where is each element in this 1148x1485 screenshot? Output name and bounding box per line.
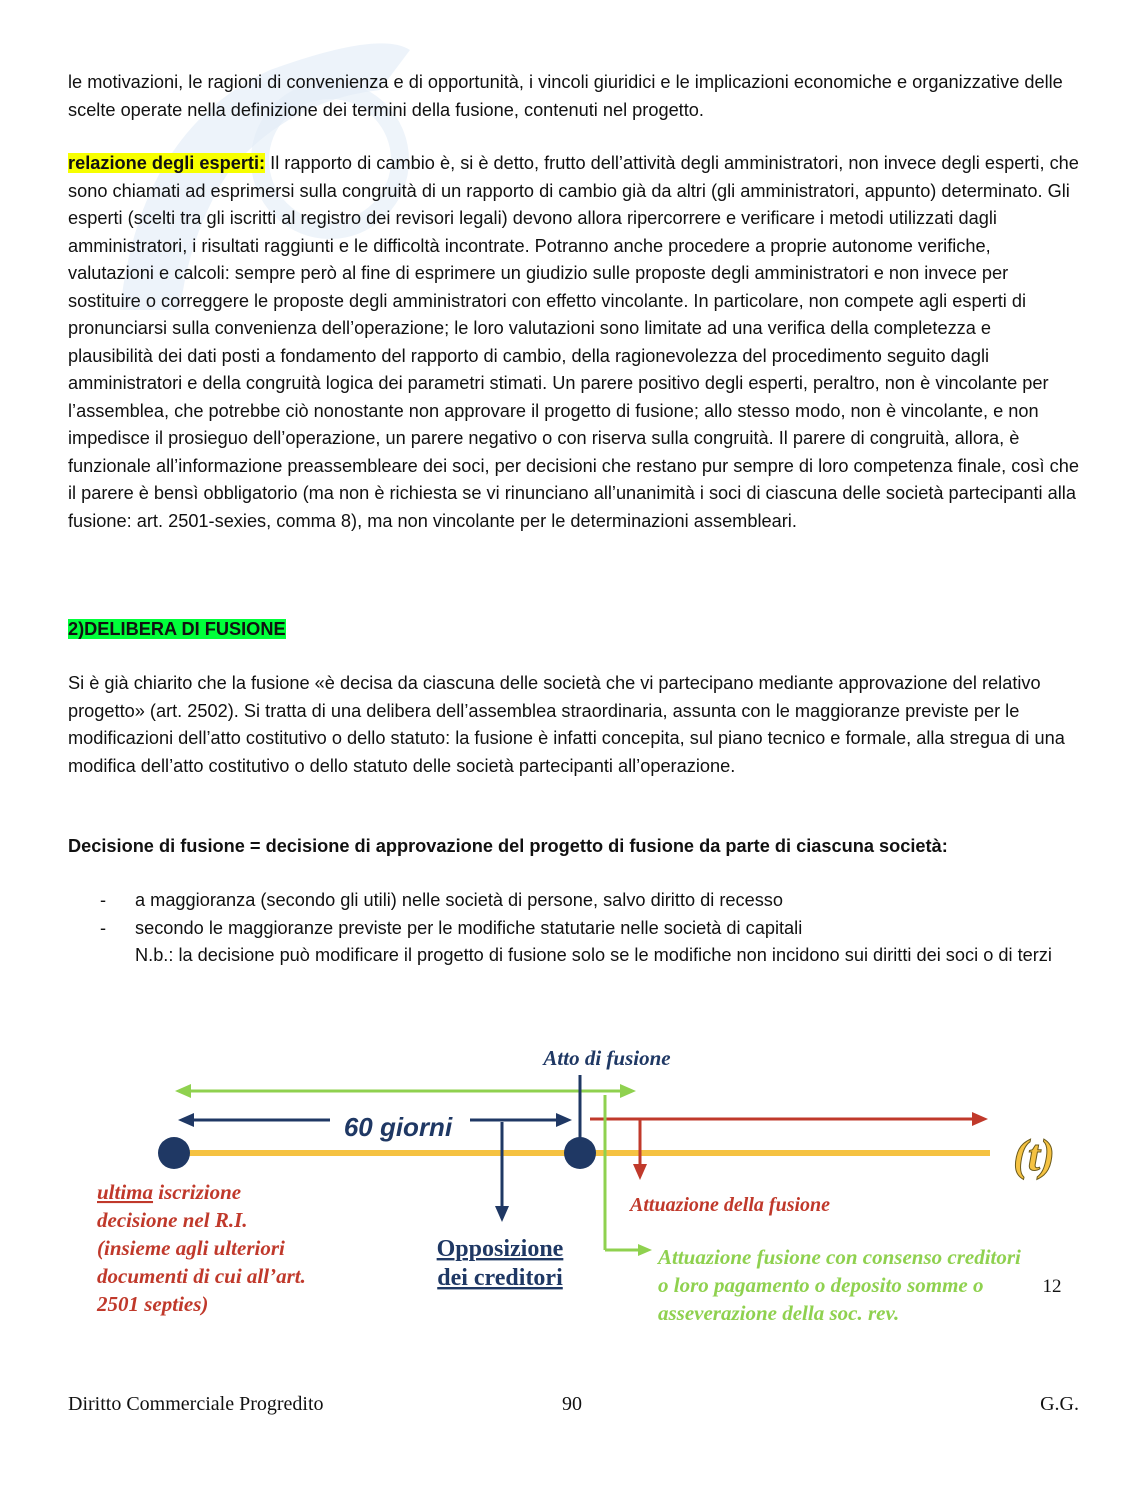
bullet-list: [68, 887, 1080, 970]
opposizione-label-1: Opposizione: [436, 1236, 564, 1262]
heading-delibera-fusione: 2)DELIBERA DI FUSIONE: [68, 619, 286, 639]
red-down-head: [633, 1164, 647, 1180]
left-label-line-1: [97, 1180, 241, 1204]
bullet-marker: -: [100, 890, 107, 910]
opposizione-label-2: dei creditori: [437, 1265, 563, 1291]
list-item: [68, 887, 1080, 915]
left-label-underlined: ultima: [97, 1180, 154, 1204]
section-heading: [68, 616, 1080, 644]
paragraph-motivazioni: le motivazioni, le ragioni di convenienza e di opportunità, i vincoli giuridici e le implicazioni economiche e organizzative delle scelte operate nella definizione dei termini della fusione, contenuti nel progetto.: [68, 72, 1063, 120]
green-label-3: asseverazione della soc. rev.: [658, 1301, 900, 1325]
footer-course-title: Diritto Commerciale Progredito: [68, 1393, 324, 1415]
green-arrow-right-head: [620, 1084, 636, 1098]
left-label-rest: iscrizione: [153, 1180, 242, 1204]
footer-page-number: 90: [562, 1393, 582, 1415]
start-point: [158, 1137, 190, 1169]
time-label: (t): [1013, 1131, 1055, 1180]
green-small-head: [638, 1244, 652, 1256]
sixty-days-right-head: [556, 1113, 572, 1127]
relazione-esperti-body: Il rapporto di cambio è, si è detto, frutto dell’attività degli amministratori, non invece degli esperti, che sono chiamati ad esprimersi sulla congruità di un rapporto di cambio già da altri (gli amministratori, appunto) determinato. Gli esperti (scelti tra gli iscritti al registro dei revisori legali) devono allora ripercorrere e verificare i metodi utilizzati dagli amministratori, i risultati raggiunti e le difficoltà incontrate. Potranno anche procedere a proprie autonome verifiche, valutazioni e calcoli: sempre però al fine di esprimere un giudizio sulle proposte degli amministratori e non invece per sostituire o correggere le proposte degli amministratori con effetto vincolante. In particolare, non compete agli esperti di pronunciarsi sulla convenienza dell’operazione; le loro valutazioni sono limitate ad una verifica della completezza e plausibilità dei dati posti a fondamento del rapporto di cambio, della ragionevolezza del procedimento seguito dagli amministratori e della congruità logica dei parametri stimati. Un parere positivo degli esperti, peraltro, non è vincolante per l’assemblea, che potrebbe ciò nonostante non approvare il progetto di fusione; allo stesso modo, non è vincolante, e non impedisce il prosieguo dell’operazione, un parere negativo o con riserva sulla congruità. Il parere di congruità, allora, è funzionale all’informazione preassembleare dei soci, per decisioni che restano pur sempre di loro competenza finale, così che il parere è bensì obbligatorio (ma non è richiesta se vi rinunciano all’unanimità i soci di ciascuna delle società partecipanti alla fusione: art. 2501-sexies, comma 8), ma non vincolante per le determinazioni assembleari.: [68, 153, 1079, 531]
paragraph-delibera: Si è già chiarito che la fusione «è decisa da ciascuna delle società che vi partecipano mediante approvazione del relativo progetto» (art. 2502). Si tratta di una delibera dell’assemblea straordinaria, assunta con le maggioranze previste per le modificazioni dell’atto costitutivo o dello statuto: la fusione è infatti concepita, sul piano tecnico e formale, alla stregua di una modifica dell’atto costitutivo o dello statuto delle società partecipanti all’operazione.: [68, 673, 1065, 776]
paragraph-decisione-fusione: Decisione di fusione = decisione di approvazione del progetto di fusione da parte di ciascuna società:: [68, 836, 948, 856]
attuazione-label: Attuazione della fusione: [630, 1194, 831, 1216]
green-label-1: Attuazione fusione con consenso creditori: [658, 1245, 1021, 1269]
label-relazione-esperti: relazione degli esperti:: [68, 153, 266, 173]
opposizione-arrow-head: [495, 1206, 509, 1222]
sixty-days-label: 60 giorni: [343, 1112, 453, 1142]
left-label-line-5: 2501 septies): [97, 1292, 209, 1316]
list-item-text: a maggioranza (secondo gli utili) nelle società di persone, salvo diritto di recesso: [135, 890, 784, 910]
sixty-days-left-head: [178, 1113, 194, 1127]
paragraph-relazione-esperti: [68, 150, 1080, 535]
red-arrow-head: [972, 1112, 988, 1126]
list-item: [68, 915, 1080, 943]
footer-author: G.G.: [1040, 1393, 1079, 1415]
timeline-diagram: [0, 1030, 1148, 1350]
left-label-line-4: documenti di cui all’art.: [97, 1264, 306, 1288]
slide-number: 12: [1042, 1276, 1062, 1297]
list-note: N.b.: la decisione può modificare il progetto di fusione solo se le modifiche non incidono sui diritti dei soci o di terzi: [135, 945, 1052, 965]
green-label-2: o loro pagamento o deposito somme o: [658, 1273, 984, 1297]
atto-label: Atto di fusione: [543, 1046, 671, 1070]
left-label-line-3: (insieme agli ulteriori: [97, 1236, 285, 1260]
bullet-marker: -: [100, 917, 107, 938]
atto-point: [564, 1137, 596, 1169]
list-item-text: secondo le maggioranze previste per le modifiche statutarie nelle società di capitali: [135, 917, 803, 938]
left-label-line-2: decisione nel R.I.: [97, 1208, 248, 1232]
green-arrow-left-head: [175, 1084, 191, 1098]
